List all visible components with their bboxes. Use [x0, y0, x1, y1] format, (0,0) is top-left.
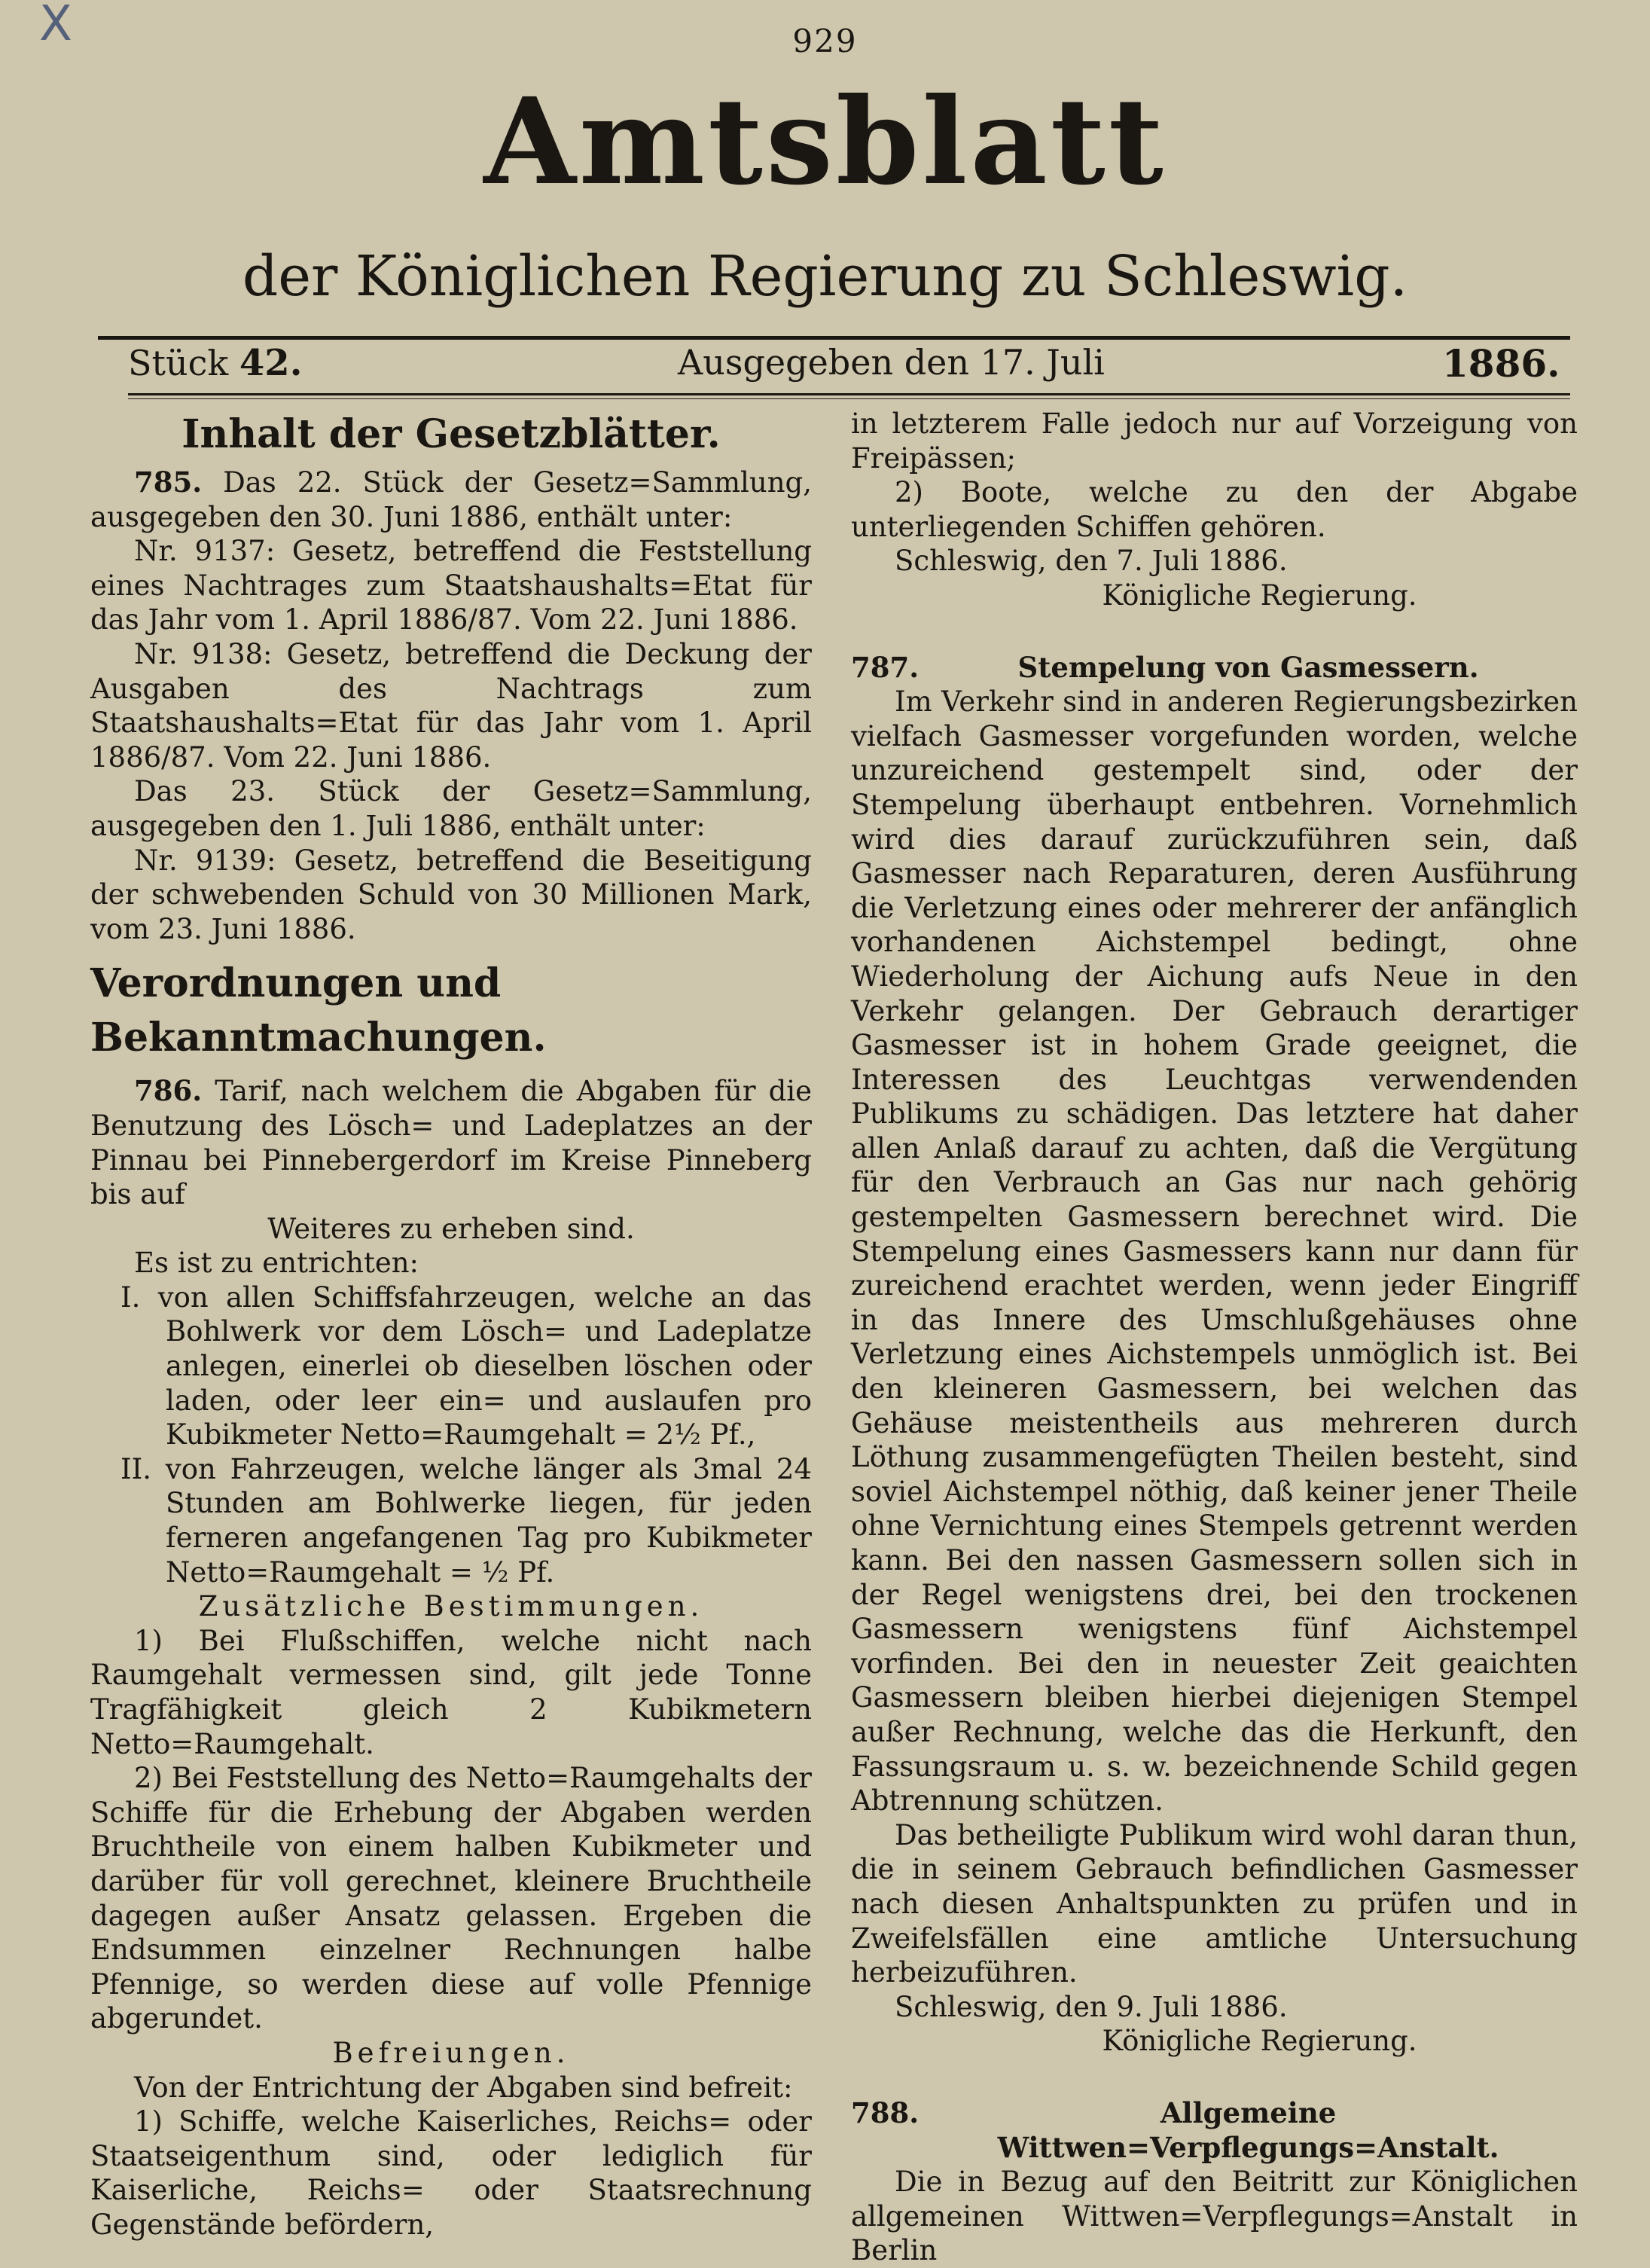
paragraph-787-main: Im Verkehr sind in anderen Regierungsbezirken vielfach Gasmesser vorgefunden worden, welche unzureichend gestempelt sind, oder der Stempelung überhaupt entbehren. Vornehmlich wird dies darauf zurückzuführen sein, daß Gasmesser nach Reparaturen, deren Ausführung die Verletzung eines oder mehrerer der anfänglich vorhandenen Aichstempel bedingt, ohne Wiederholung der Aichung aufs Neue in den Verkehr gelangen. Der Gebrauch derartiger Gasmesser ist in hohem Grade geeignet, die Interessen des Leuchtgas verwendenden Publikums zu schädigen. Das letztere hat daher allen Anlaß darauf zu achten, daß die Vergütung für den Verbrauch an Gas nur nach gehörig gestempelten Gasmessern berechnet wird. Die Stempelung eines Gasmessers kann nur dann für zureichend erachtet werden, wenn jeder Eingriff in das Innere des Umschlußgehäuses ohne Verletzung eines Aichstempels unmöglich ist. Bei den kleineren Gasmessern, bei welchen das Gehäuse meistentheils aus mehreren durch Löthung zusammengefügten Theilen besteht, sind soviel Aichstempel nöthig, daß keiner jener Theile ohne Vernichtung eines Stempels getrennt werden kann. Bei den nassen Gasmessern sollen sich in der Regel wenigstens drei, bei den trockenen Gasmessern wenigstens fünf Aichstempel vorfinden. Bei den in neuester Zeit geaichten Gasmessern bleiben hierbei diejenigen Stempel außer Rechnung, welche das die Herkunft, den Fassungsraum u. s. w. bezeichnende Schild gegen Abtrennung schützen. — [851, 685, 1578, 1818]
paragraph-786-befreit: Von der Entrichtung der Abgaben sind befreit: — [134, 2071, 793, 2104]
item-number-785: 785. — [134, 466, 203, 499]
signature-authority-2: Königliche Regierung. — [1102, 2025, 1417, 2058]
issue-label: Stück — [128, 343, 229, 383]
item-number-786: 786. — [134, 1074, 203, 1108]
signature-place-date-2: Schleswig, den 9. Juli 1886. — [895, 1990, 1288, 2023]
paragraph-785-intro — [90, 466, 812, 534]
page-number: 929 — [792, 23, 858, 60]
item-number-788: 788. — [851, 2096, 920, 2129]
paragraph-786-feststellung: 2) Bei Feststellung des Netto=Raumgehalts der Schiffe für die Erhebung der Abgaben werden Bruchtheile von einem halben Kubikmeter und darüber für voll gerechnet, kleinere Bruchtheile dagegen außer Ansatz gelassen. Ergeben die Endsummen einzelner Rechnungen halbe Pfennige, so werden diese auf volle Pfennige abgerundet. — [90, 1762, 812, 2035]
heading-788 — [851, 2096, 1578, 2165]
issue-date: Ausgegeben den 17. Juli — [678, 342, 1105, 383]
section-heading-gesetzblaetter: Inhalt der Gesetzblätter. — [181, 411, 721, 457]
header-rule-bottom-thin — [128, 398, 1570, 399]
header-rule-bottom — [128, 393, 1570, 395]
paragraph-786-intro — [90, 1074, 812, 1211]
signature-authority-1: Königliche Regierung. — [1102, 578, 1417, 612]
subheading-zusaetzliche: Zusätzliche Bestimmungen. — [198, 1590, 704, 1623]
masthead-title: Amtsblatt — [483, 72, 1167, 212]
paragraph-785-9137: Nr. 9137: Gesetz, betreffend die Feststellung eines Nachtrages zum Staatshaushalts=Etat für das Jahr vom 1. April 1886/87. Vom 22. Juni 1886. — [90, 535, 812, 636]
paragraph-787-publikum: Das betheiligte Publikum wird wohl daran thun, die in seinem Gebrauch befindlichen Gasmesser nach diesen Anhaltspunkten zu prüfen und in Zweifelsfällen eine amtliche Untersuchung herbeizuführen. — [851, 1818, 1578, 1989]
masthead-subtitle: der Königlichen Regierung zu Schleswig. — [242, 244, 1408, 309]
signature-place-date-1: Schleswig, den 7. Juli 1886. — [895, 545, 1288, 578]
paragraph-786-schiffe: 1) Schiffe, welche Kaiserliches, Reichs= oder Staatseigenthum sind, oder lediglich für Kaiserliche, Reichs= oder Staatsrechnung Gegenstände befördern, — [90, 2105, 812, 2241]
left-column — [90, 407, 812, 2242]
paragraph-786-flussschiffe: 1) Bei Flußschiffen, welche nicht nach Raumgehalt vermessen sind, gilt jede Tonne Tragfähigkeit gleich 2 Kubikmetern Netto=Raumgehalt. — [90, 1624, 812, 1760]
text-786-intro: Tarif, nach welchem die Abgaben für die Benutzung des Lösch= und Ladeplatzes an der Pinnau bei Pinnebergerdorf im Kreise Pinneberg bis auf — [90, 1075, 812, 1211]
paragraph-788-main: Die in Bezug auf den Beitritt zur Königlichen allgemeinen Wittwen=Verpflegungs=Anstalt in Berlin — [851, 2166, 1578, 2267]
paragraph-786-tariff-1: I. von allen Schiffsfahrzeugen, welche an das Bohlwerk vor dem Lösch= und Ladeplatze anlegen, einerlei ob dieselben löschen oder laden, oder leer ein= und auslaufen pro Kubikmeter Netto=Raumgehalt = 2½ Pf., — [120, 1281, 812, 1451]
paragraph-786-entrichten: Es ist zu entrichten: — [134, 1247, 419, 1280]
paragraph-785-9139: Nr. 9139: Gesetz, betreffend die Beseitigung der schwebenden Schuld von 30 Millionen Mark, vom 23. Juni 1886. — [90, 844, 812, 945]
heading-787 — [851, 651, 1578, 685]
issue-year: 1886. — [1442, 341, 1560, 386]
paragraph-786-tariff-2: II. von Fahrzeugen, welche länger als 3mal 24 Stunden am Bohlwerke liegen, für jeden ferneren angefangenen Tag pro Kubikmeter Netto=Raumgehalt = ½ Pf. — [120, 1452, 812, 1589]
paragraph-786-boote: 2) Boote, welche zu den der Abgabe unterliegenden Schiffen gehören. — [851, 476, 1578, 543]
item-number-787: 787. — [851, 650, 920, 684]
issue-number — [128, 342, 303, 384]
paragraph-785-stueck23: Das 23. Stück der Gesetz=Sammlung, ausgegeben den 1. Juli 1886, enthält unter: — [90, 775, 812, 842]
section-heading-verordnungen: Verordnungen und Bekanntmachungen. — [90, 960, 547, 1061]
paragraph-786-freipaesse: in letzterem Falle jedoch nur auf Vorzeigung von Freipässen; — [851, 408, 1578, 475]
margin-mark: X — [39, 0, 72, 52]
right-column — [851, 407, 1578, 2268]
issue-number-value: 42. — [239, 342, 303, 384]
paragraph-786-intro-end: Weiteres zu erheben sind. — [267, 1212, 635, 1245]
paragraph-785-9138: Nr. 9138: Gesetz, betreffend die Deckung der Ausgaben des Nachtrags zum Staatshaushalts=Etat für das Jahr vom 1. April 1886/87. Vom 22. Juni 1886. — [90, 637, 812, 774]
heading-787-title: Stempelung von Gasmessern. — [1017, 650, 1479, 684]
subheading-befreiungen: Befreiungen. — [332, 2036, 570, 2069]
header-rule-top — [98, 336, 1570, 340]
text-785-intro: Das 22. Stück der Gesetz=Sammlung, ausgegeben den 30. Juni 1886, enthält unter: — [90, 466, 812, 533]
heading-788-title: Allgemeine Wittwen=Verpflegungs=Anstalt. — [997, 2096, 1499, 2164]
